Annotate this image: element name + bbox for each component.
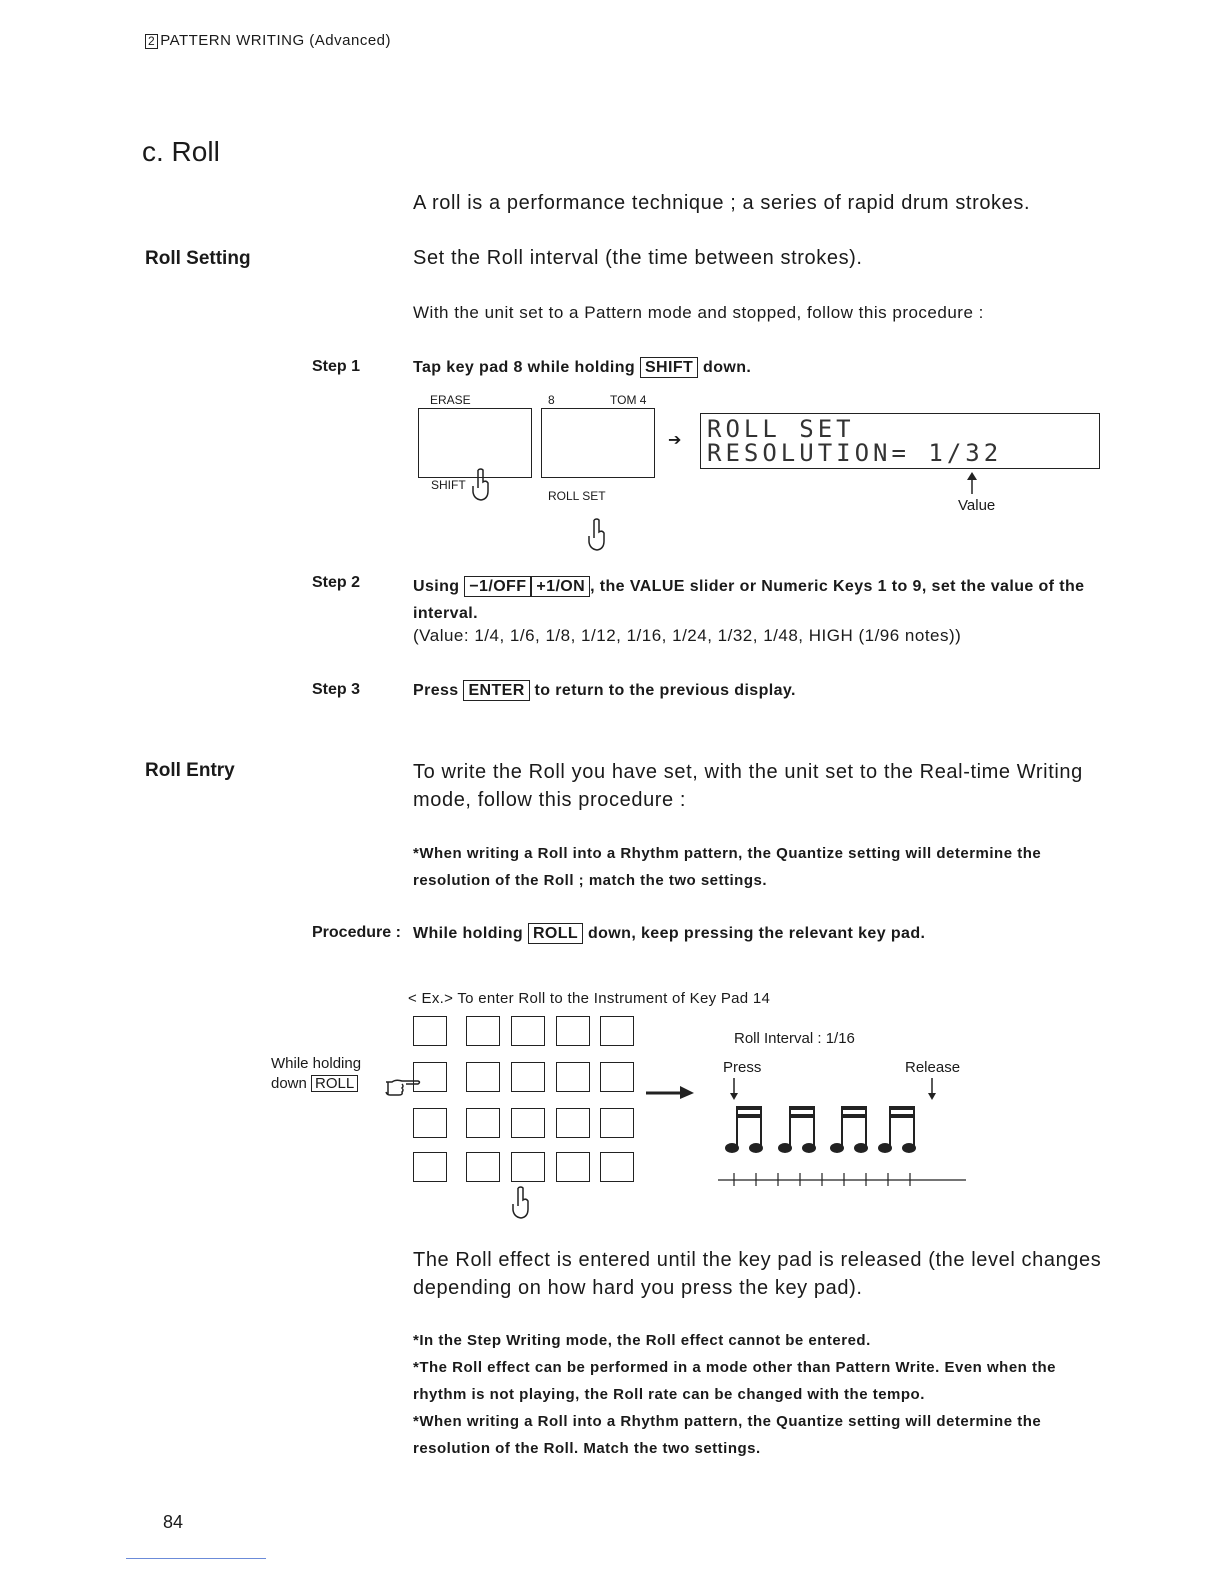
finger-pointer-icon (588, 518, 610, 554)
key-pad-8 (541, 408, 655, 478)
down-text: down (271, 1075, 307, 1092)
arrow-up-icon (962, 470, 982, 496)
procedure-intro: With the unit set to a Pattern mode and stopped, follow this procedure : (413, 303, 984, 322)
roll-entry-text: To write the Roll you have set, with the unit set to the Real-time Writing mode, follow this procedure : (413, 761, 1083, 811)
header-title: PATTERN WRITING (Advanced) (160, 32, 391, 49)
example-title: < Ex.> To enter Roll to the Instrument of Key Pad 14 (408, 990, 771, 1007)
step2-text (413, 573, 1113, 627)
procedure-text (413, 923, 1113, 944)
pad8-number: 8 (548, 393, 555, 407)
roll-result-text: The Roll effect is entered until the key pad is released (the level changes depending on how hard you press the key pad). (413, 1249, 1102, 1299)
step3-text-b: to return to the previous display. (534, 682, 796, 699)
lcd-display (700, 413, 1100, 469)
key-pad (600, 1152, 634, 1182)
roll-entry-note: *When writing a Roll into a Rhythm pattern, the Quantize setting will determine the resolution of the Roll ; match the two settings. (413, 845, 1042, 889)
release-label: Release (905, 1059, 961, 1076)
key-pad (556, 1152, 590, 1182)
step3-text-a: Press (413, 682, 459, 699)
note-2: *The Roll effect can be performed in a mode other than Pattern Write. Even when the rhythm is not playing, the Roll rate can be changed with the tempo. (413, 1359, 1056, 1403)
roll-entry-label: Roll Entry (145, 760, 235, 781)
key-pad (511, 1108, 545, 1138)
roll-key: ROLL (528, 923, 583, 944)
sixteenth-notes (726, 1106, 915, 1152)
step2-text-b: , the VALUE slider or Numeric Keys 1 to 9, set the value of the interval. (413, 578, 1085, 622)
while-holding-label (271, 1054, 361, 1094)
press-label: Press (723, 1059, 762, 1076)
step1-text-b: down. (703, 359, 752, 376)
step1-label: Step 1 (312, 358, 361, 375)
key-pad (556, 1062, 590, 1092)
roll-key-small: ROLL (311, 1075, 358, 1092)
shift-label: SHIFT (428, 478, 469, 492)
note-3: *When writing a Roll into a Rhythm pattern, the Quantize setting will determine the resolution of the Roll. Match the two settings. (413, 1413, 1042, 1457)
note-1: *In the Step Writing mode, the Roll effect cannot be entered. (413, 1332, 871, 1349)
footer-divider (126, 1558, 266, 1559)
arrow-right-icon (646, 1084, 696, 1100)
key-pad (466, 1108, 500, 1138)
step1-text-a: Tap key pad 8 while holding (413, 359, 636, 376)
key-pad (466, 1062, 500, 1092)
tom4-label: TOM 4 (610, 393, 647, 407)
key-pad (600, 1016, 634, 1046)
key-pad (600, 1062, 634, 1092)
roll-setting-text: Set the Roll interval (the time between strokes). (413, 247, 863, 269)
procedure-text-b: down, keep pressing the relevant key pad. (587, 925, 926, 942)
arrow-right-icon: ➔ (668, 432, 682, 449)
key-pad (413, 1152, 447, 1182)
plus-1-on-key: +1/ON (531, 576, 590, 597)
key-pad (413, 1016, 447, 1046)
value-label: Value (958, 497, 996, 514)
step3-label: Step 3 (312, 681, 361, 698)
roll-setting-label: Roll Setting (145, 248, 251, 269)
procedure-text-a: While holding (413, 925, 524, 942)
while-holding-text: While holding (271, 1055, 362, 1072)
step2-values: (Value: 1/4, 1/6, 1/8, 1/12, 1/16, 1/24, 1/32, 1/48, HIGH (1/96 notes)) (413, 626, 962, 645)
key-pad (556, 1016, 590, 1046)
key-pad (511, 1062, 545, 1092)
section-number: 2 (145, 34, 158, 49)
key-pad (511, 1016, 545, 1046)
lcd-line-1: ROLL SET (707, 415, 855, 443)
lcd-line-2: RESOLUTION= 1/32 (707, 439, 1003, 467)
pointing-hand-icon (384, 1076, 424, 1098)
key-pad (466, 1016, 500, 1046)
erase-label: ERASE (430, 393, 471, 407)
step2-label: Step 2 (312, 574, 361, 591)
finger-pointer-icon (512, 1186, 534, 1222)
key-pad (466, 1152, 500, 1182)
roll-set-label: ROLL SET (548, 489, 606, 503)
page-header (145, 32, 391, 49)
step2-text-a: Using (413, 578, 460, 595)
procedure-label: Procedure : (312, 924, 401, 941)
key-pad (556, 1108, 590, 1138)
key-pad (511, 1152, 545, 1182)
key-pad (413, 1108, 447, 1138)
roll-interval-label: Roll Interval : 1/16 (734, 1030, 855, 1047)
step1-text (413, 357, 1113, 378)
step3-text (413, 680, 1113, 701)
down-line (271, 1074, 361, 1094)
page-number: 84 (163, 1512, 184, 1532)
finger-pointer-icon (472, 468, 494, 504)
intro-text: A roll is a performance technique ; a series of rapid drum strokes. (413, 192, 1031, 214)
roll-notation (712, 1076, 972, 1196)
enter-key: ENTER (463, 680, 529, 701)
minus-1-off-key: −1/OFF (464, 576, 531, 597)
section-title: c. Roll (142, 136, 220, 167)
roll-notes (413, 1327, 1113, 1462)
shift-key: SHIFT (640, 357, 698, 378)
key-pad (600, 1108, 634, 1138)
